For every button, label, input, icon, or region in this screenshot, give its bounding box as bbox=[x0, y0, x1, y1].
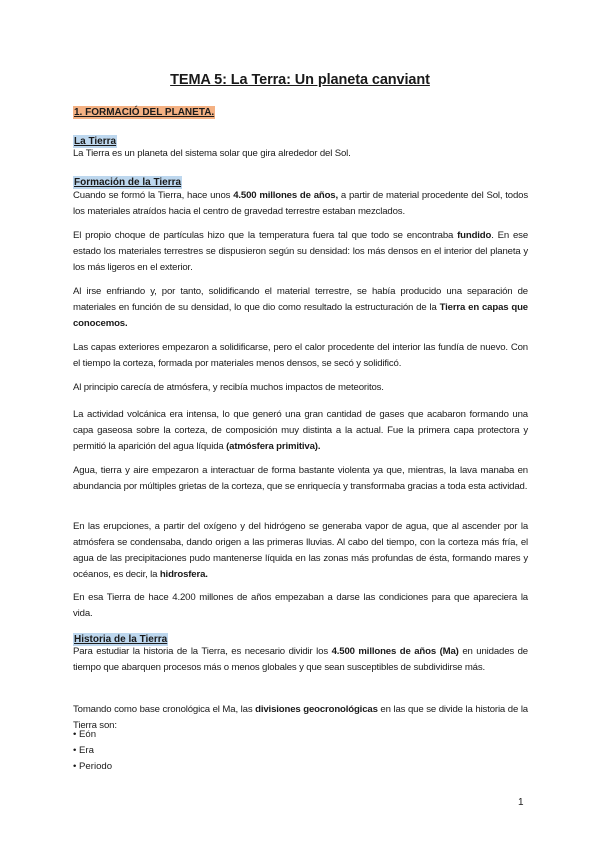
paragraph-formacion-9: En esa Tierra de hace 4.200 millones de años empezaban a darse las condiciones para que apareciera la vida. bbox=[73, 592, 528, 619]
page-number: 1 bbox=[518, 797, 524, 808]
subheading-historia: Historia de la Tierra bbox=[74, 634, 168, 645]
paragraph-historia-1: Para estudiar la historia de la Tierra, es necesario dividir los 4.500 millones de años (Ma) en unidades de tiempo que abarquen procesos más o menos globales y que sean susceptibles de subdividirse más. bbox=[73, 646, 528, 673]
list-item: • Periodo bbox=[73, 761, 113, 772]
paragraph-formacion-3: Al irse enfriando y, por tanto, solidificando el material terrestre, se había producido una separación de materiales en función de su densidad, lo que dio como resultado la estructuración de la Tierra en capas que conocemos. bbox=[73, 286, 528, 329]
list-item: • Era bbox=[73, 745, 94, 756]
paragraph-formacion-4: Las capas exteriores empezaron a solidificarse, pero el calor procedente del interior las fundía de nuevo. Con el tiempo la corteza, formada por materiales menos densos, se secó y solidificó. bbox=[73, 342, 528, 369]
paragraph-formacion-8: En las erupciones, a partir del oxígeno y del hidrógeno se generaba vapor de agua, que al ascender por la atmósfera se condensaba, dando origen a las primeras lluvias. Al cabo del tiempo, con la corteza más fría, el agua de las precipitaciones pudo mantenerse líquida en las zonas más profundas de ésta, formando mares y océanos, es decir, la hidrosfera. bbox=[73, 521, 528, 580]
subheading-la-tierra: La Tierra bbox=[74, 136, 117, 147]
section-heading: 1. FORMACIÓ DEL PLANETA. bbox=[74, 107, 215, 118]
paragraph-historia-2: Tomando como base cronológica el Ma, las divisiones geocronológicas en las que se divide la historia de la Tierra son: bbox=[73, 704, 528, 731]
page-title: TEMA 5: La Terra: Un planeta canviant bbox=[170, 72, 430, 88]
paragraph-tierra: La Tierra es un planeta del sistema solar que gira alrededor del Sol. bbox=[73, 148, 351, 159]
paragraph-formacion-1: Cuando se formó la Tierra, hace unos 4.500 millones de años, a partir de material procedente del Sol, todos los materiales atraídos hacia el centro de gravedad terrestre estaban mezclados. bbox=[73, 190, 528, 217]
list-item: • Eón bbox=[73, 729, 97, 740]
paragraph-formacion-7: Agua, tierra y aire empezaron a interactuar de forma bastante violenta ya que, mientras, la lava manaba en abundancia por múltiples grietas de la corteza, que se enriquecía y transformaba gracias a toda esta actividad. bbox=[73, 465, 528, 492]
paragraph-formacion-2: El propio choque de partículas hizo que la temperatura fuera tal que todo se encontraba fundido. En ese estado los materiales terrestres se dispusieron según su densidad: los más densos en el interior del planeta y los más ligeros en el exterior. bbox=[73, 230, 529, 273]
subheading-formacion: Formación de la Tierra bbox=[74, 177, 182, 188]
paragraph-formacion-6: La actividad volcánica era intensa, lo que generó una gran cantidad de gases que acabaron formando una capa gaseosa sobre la corteza, de composición muy distinta a la actual. Fue la primera capa protectora y permitió la aparición del agua líquida (atmósfera primitiva). bbox=[73, 409, 528, 452]
paragraph-formacion-5: Al principio carecía de atmósfera, y recibía muchos impactos de meteoritos. bbox=[73, 382, 384, 393]
